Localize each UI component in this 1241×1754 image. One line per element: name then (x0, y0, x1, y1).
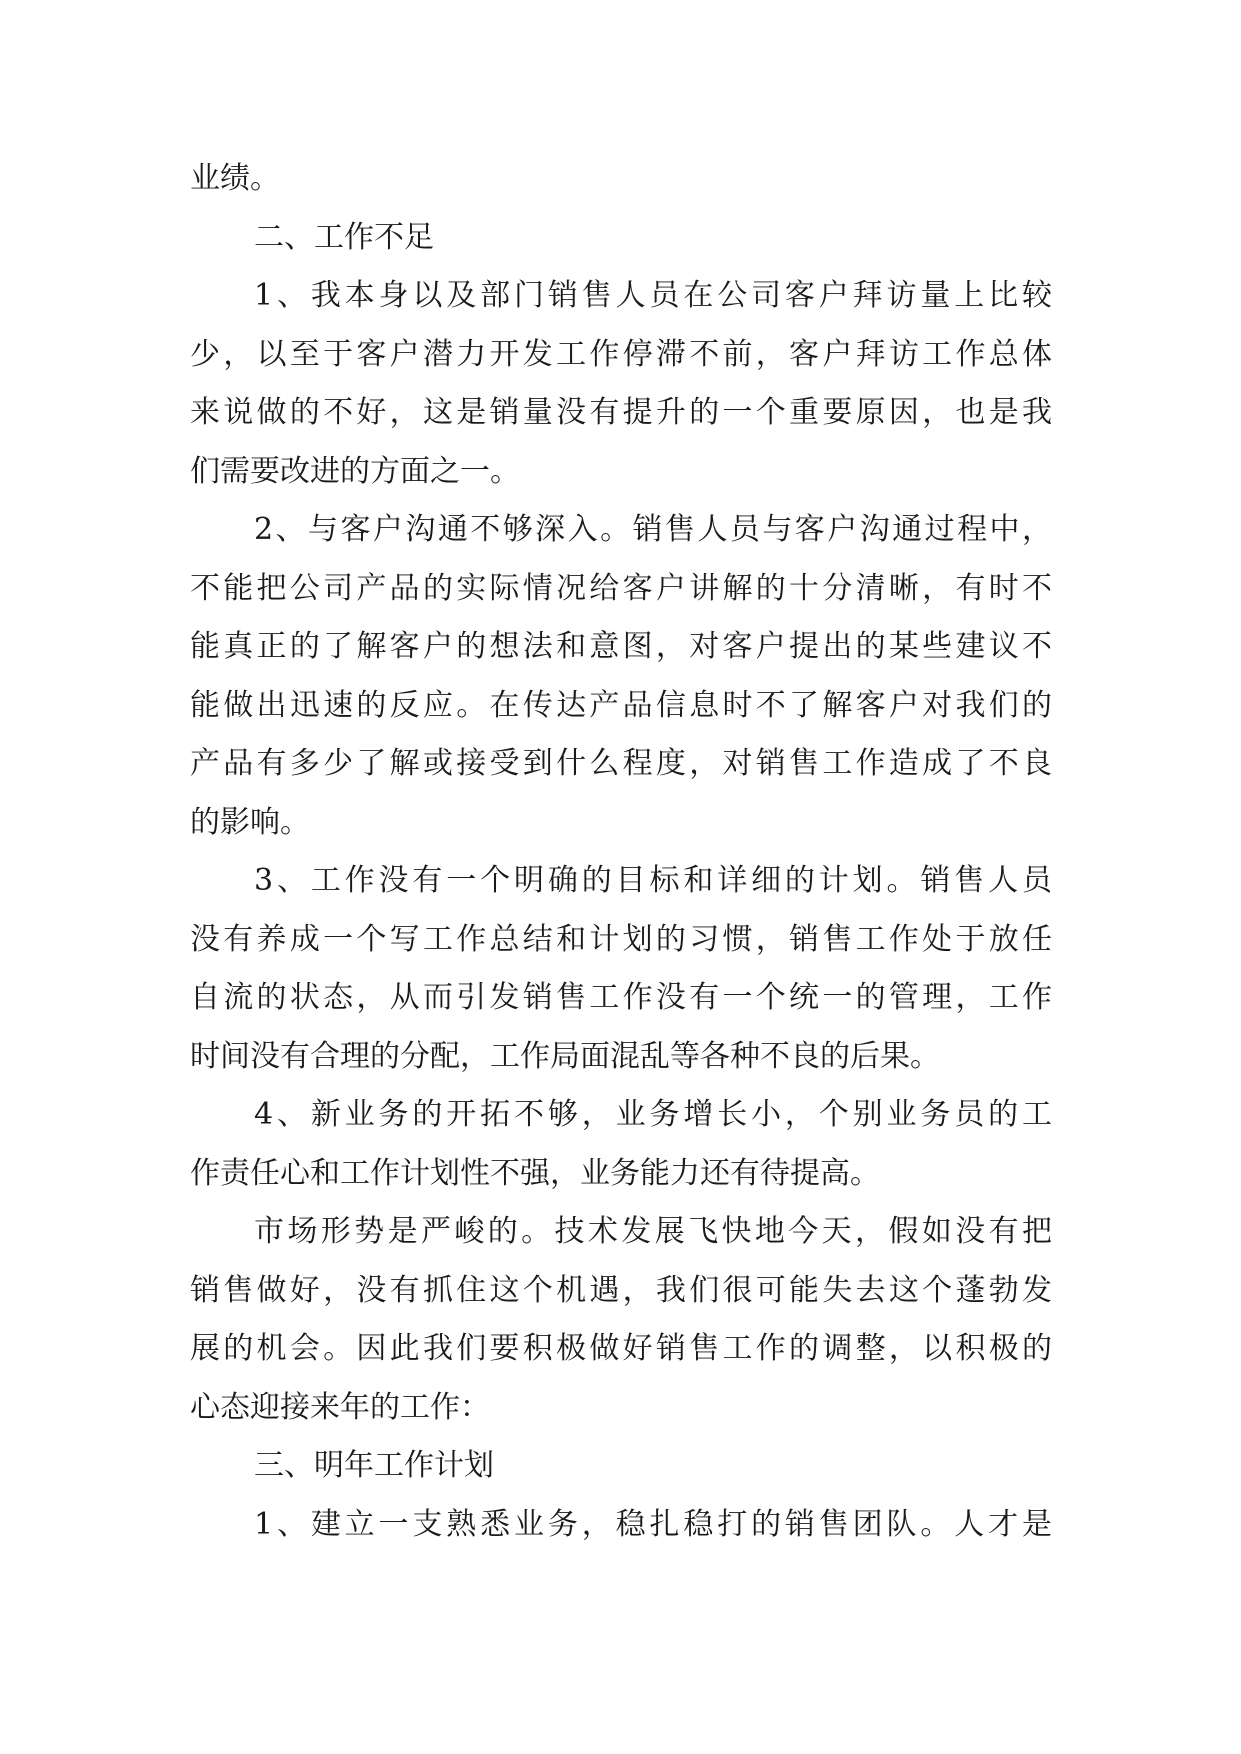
text-line: 产品有多少了解或接受到什么程度，对销售工作造成了不良 (190, 746, 1052, 781)
section-heading: 三、明年工作计划 (254, 1448, 494, 1483)
text-line: 的影响。 (190, 804, 310, 840)
text-line: 市场形势是严峻的。技术发展飞快地今天，假如没有把 (254, 1214, 1052, 1249)
text-line: 1、我本身以及部门销售人员在公司客户拜访量上比较 (254, 278, 1052, 313)
text-line: 时间没有合理的分配，工作局面混乱等各种不良的后果。 (190, 1038, 940, 1074)
text-line: 少，以至于客户潜力开发工作停滞不前，客户拜访工作总体 (190, 336, 1052, 372)
text-line: 业绩。 (190, 161, 280, 196)
text-line: 自流的状态，从而引发销售工作没有一个统一的管理，工作 (190, 980, 1052, 1015)
document-page (190, 150, 1052, 1554)
text-line: 作责任心和工作计划性不强，业务能力还有待提高。 (190, 1155, 880, 1191)
text-line: 不能把公司产品的实际情况给客户讲解的十分清晰，有时不 (190, 570, 1052, 606)
text-line: 3、工作没有一个明确的目标和详细的计划。销售人员 (254, 863, 1052, 898)
text-line: 没有养成一个写工作总结和计划的习惯，销售工作处于放任 (190, 921, 1052, 957)
text-line: 心态迎接来年的工作： (190, 1389, 490, 1425)
text-line: 2、与客户沟通不够深入。销售人员与客户沟通过程中， (254, 512, 1052, 547)
text-line: 们需要改进的方面之一。 (190, 453, 520, 489)
section-heading: 二、工作不足 (254, 219, 434, 255)
text-line: 来说做的不好，这是销量没有提升的一个重要原因，也是我 (190, 395, 1052, 430)
text-line: 4、新业务的开拓不够，业务增长小，个别业务员的工 (254, 1097, 1052, 1132)
text-line: 1、建立一支熟悉业务，稳扎稳打的销售团队。人才是 (254, 1506, 1052, 1542)
text-line: 展的机会。因此我们要积极做好销售工作的调整，以积极的 (190, 1331, 1052, 1366)
text-line: 能做出迅速的反应。在传达产品信息时不了解客户对我们的 (190, 687, 1052, 723)
text-line: 能真正的了解客户的想法和意图，对客户提出的某些建议不 (190, 629, 1052, 664)
text-line: 销售做好，没有抓住这个机遇，我们很可能失去这个蓬勃发 (190, 1272, 1052, 1308)
